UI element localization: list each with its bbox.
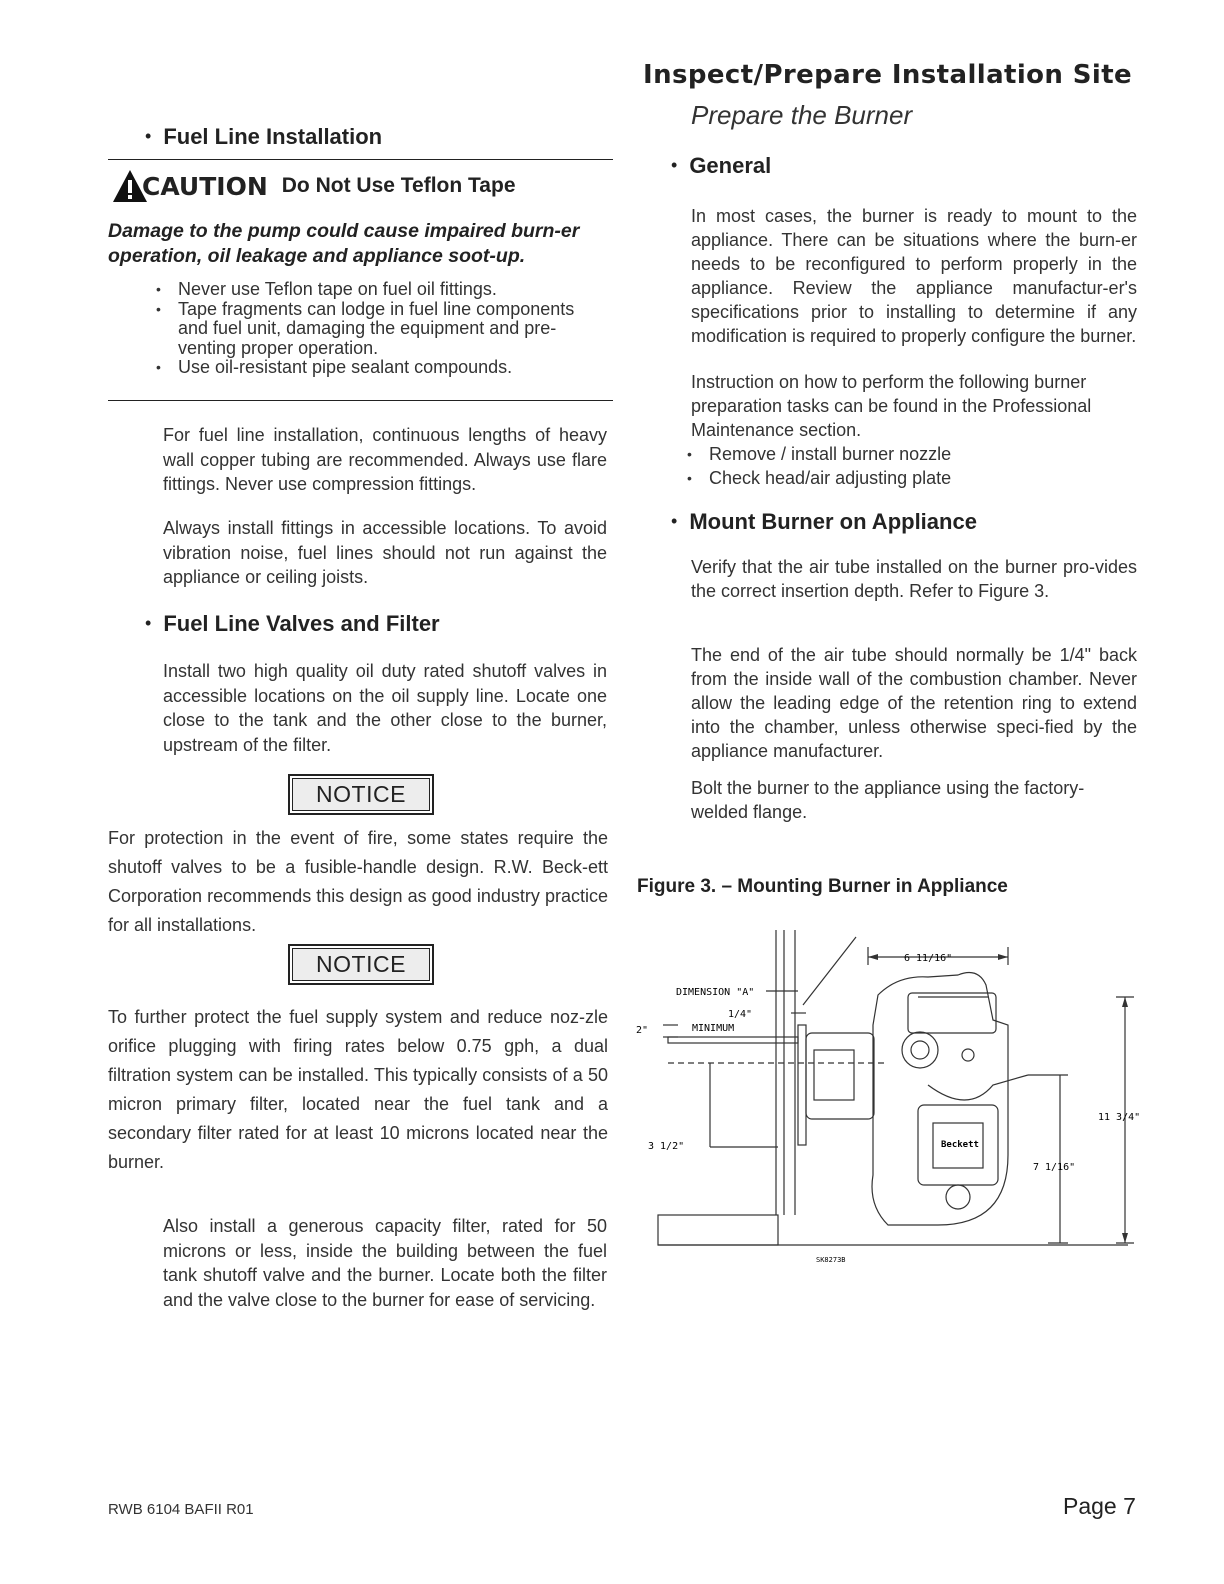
burner-housing (806, 1033, 874, 1119)
list-item: • Remove / install burner nozzle (685, 442, 1135, 466)
bolt-paragraph: Bolt the burner to the appliance using the factory-welded flange. (691, 778, 1085, 822)
air-tube (668, 1037, 798, 1043)
caution-title: Do Not Use Teflon Tape (281, 174, 516, 197)
fuel-line-paragraph: For fuel line installation, continuous lengths of heavy wall copper tubing are recommended. Always use flare fittings. Never use compression fittings. (163, 425, 607, 494)
air-tube-paragraph: The end of the air tube should normally be 1/4" back from the inside wall of the combustion chamber. Never allow the leading edge of the retention ring to extend into the chamber, unless otherwise speci-fied by the appliance manufacturer. (691, 645, 1137, 761)
observation-port (902, 1032, 938, 1068)
valves-paragraph: Install two high quality oil duty rated shutoff valves in accessible locations on the oil supply line. Locate one close to the tank and the other close to the burner, upstream of the filter. (163, 661, 607, 755)
list-item: • Check head/air adjusting plate (685, 466, 1135, 490)
figure-caption: Figure 3. – Mounting Burner in Appliance (637, 876, 1008, 897)
dimension-a-label: DIMENSION "A" (676, 987, 755, 998)
caution-word: CAUTION (142, 171, 268, 201)
notice-box (288, 774, 434, 815)
page-number: Page 7 (1063, 1493, 1136, 1519)
dimension-3-label: 3 1/2" (648, 1141, 685, 1152)
section-title: Inspect/Prepare Installation Site (643, 60, 1133, 90)
sketch-id: SK8273B (816, 1256, 846, 1264)
fuel-line-installation-heading: • Fuel Line Installation (145, 124, 383, 149)
notice-label: NOTICE (292, 948, 430, 981)
document-id: RWB 6104 BAFII R01 (108, 1501, 254, 1518)
appliance-base (658, 1215, 778, 1245)
sub-title: Prepare the Burner (691, 100, 913, 130)
burner-motor-mount (814, 1050, 854, 1100)
notice-box (288, 944, 434, 985)
list-item: • Tape fragments can lodge in fuel line components and fuel unit, damaging the equipment and pre-venting proper operation. (154, 300, 609, 359)
burner-mounting-figure (628, 925, 1148, 1270)
fuel-line (928, 1075, 1028, 1100)
instruction-paragraph: Instruction on how to perform the following burner preparation tasks can be found in the Professional Maintenance section. (691, 372, 1092, 440)
burner-body (872, 973, 1008, 1225)
dimension-quarter-label: 1/4" (728, 1009, 753, 1020)
dimension-min-label: MINIMUM (692, 1023, 735, 1034)
dimension-11-label: 11 3/4" (1098, 1112, 1141, 1123)
filtration-notice-text: To further protect the fuel supply system and reduce noz-zle orifice plugging with firing rates below 0.75 gph, a dual filtration system can be installed. This typically consists of a 50 micron primary filter, located near the fuel tank and a secondary filter rated for at least 10 microns located near the burner. (108, 1007, 608, 1172)
caution-warning: Damage to the pump could cause impaired burn-er operation, oil leakage and appliance soot-up. (108, 220, 580, 267)
filter-paragraph: Also install a generous capacity filter, rated for 50 microns or less, inside the building between the fuel tank shutoff valve and the burner. Locate both the filter and the valve close to the burner for ease of servicing. (163, 1216, 607, 1310)
beckett-logo: Beckett (941, 1140, 979, 1150)
caution-banner (112, 166, 516, 206)
pump-outlet (946, 1185, 970, 1209)
notice-text: For protection in the event of fire, some states require the shutoff valves to be a fusible-handle design. R.W. Beck-ett Corporation recommends this design as good industry practice for all installations. (108, 828, 608, 935)
motor (908, 993, 996, 1033)
general-heading: • General (671, 153, 772, 178)
dimension-7-label: 7 1/16" (1033, 1162, 1076, 1173)
dimension-2-label: 2" (636, 1025, 649, 1036)
list-item: • Use oil-resistant pipe sealant compounds. (154, 358, 609, 378)
mount-paragraph: Verify that the air tube installed on the burner pro-vides the correct insertion depth. Refer to Figure 3. (691, 557, 1137, 601)
list-item: • Never use Teflon tape on fuel oil fittings. (154, 280, 609, 300)
fittings-paragraph: Always install fittings in accessible locations. To avoid vibration noise, fuel lines should not run against the appliance or ceiling joists. (163, 518, 607, 587)
preparation-task-list (685, 442, 1135, 490)
caution-bullet-list (154, 280, 609, 378)
valves-filter-heading: • Fuel Line Valves and Filter (145, 611, 440, 636)
divider (108, 159, 613, 160)
mounting-flange (798, 1025, 806, 1145)
notice-label: NOTICE (292, 778, 430, 811)
dimension-6-label: 6 11/16" (904, 953, 953, 964)
divider (108, 400, 613, 401)
mount-burner-heading: • Mount Burner on Appliance (671, 509, 977, 534)
general-paragraph: In most cases, the burner is ready to mount to the appliance. There can be situations where the burn-er needs to be reconfigured to perform properly in the appliance. Review the appliance manufactur-er's specifications prior to installing to determine if any modification is required to properly configure the burner. (691, 206, 1137, 346)
